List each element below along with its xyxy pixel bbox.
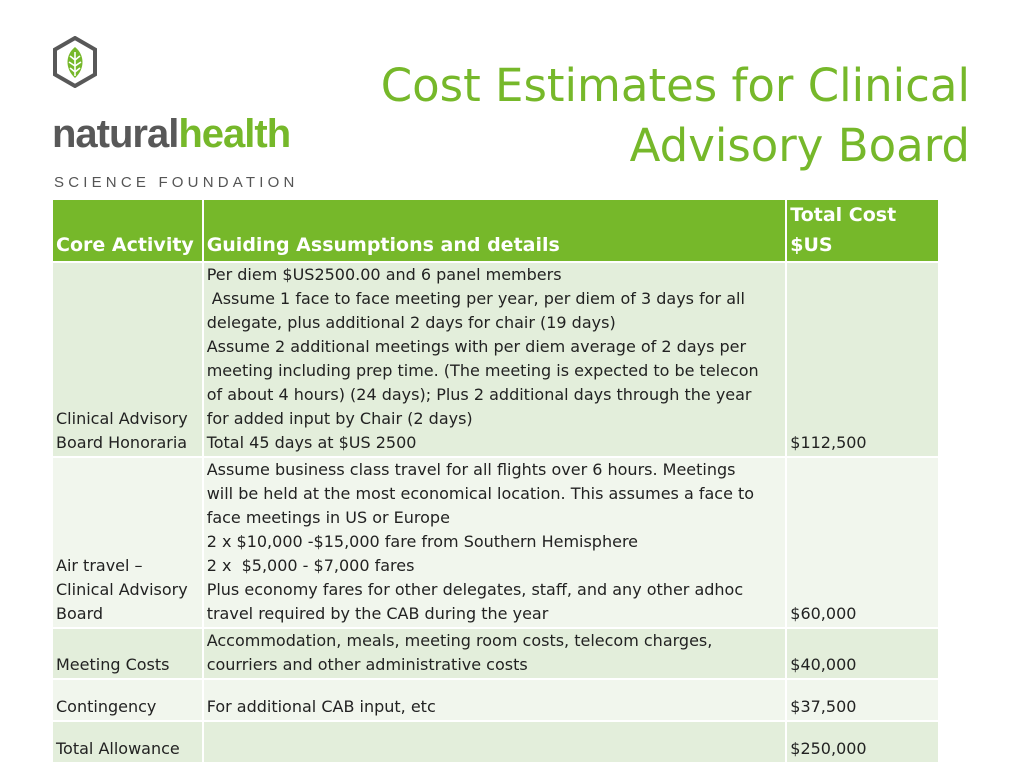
detail-line: will be held at the most economical location. This assumes a face to: [206, 484, 755, 503]
table-row: [52, 679, 939, 721]
cell-core-activity: Contingency: [52, 679, 203, 721]
cell-total-cost: $60,000: [786, 457, 939, 628]
detail-line: delegate, plus additional 2 days for chair (19 days): [206, 313, 616, 332]
table-row: [52, 628, 939, 679]
table-header-row: [52, 199, 939, 262]
logo-wordmark: [52, 114, 290, 154]
detail-line: Total 45 days at $US 2500: [206, 433, 417, 452]
header-guiding-assumptions: Guiding Assumptions and details: [203, 199, 787, 262]
detail-line: Accommodation, meals, meeting room costs, telecom charges,: [206, 631, 713, 650]
cell-core-activity: Air travel – Clinical Advisory Board: [52, 457, 203, 628]
cell-guiding-assumptions: [203, 262, 787, 457]
cell-total-cost: $250,000: [786, 721, 939, 763]
logo-word-health: health: [178, 112, 291, 156]
header-total-cost: Total Cost $US: [786, 199, 939, 262]
detail-line: travel required by the CAB during the year: [206, 604, 549, 623]
page-title-line-2: Advisory Board: [629, 119, 970, 172]
cell-guiding-assumptions: [203, 628, 787, 679]
detail-line: of about 4 hours) (24 days); Plus 2 additional days through the year: [206, 385, 752, 404]
detail-line: face meetings in US or Europe: [206, 508, 450, 527]
cell-core-activity: Clinical Advisory Board Honoraria: [52, 262, 203, 457]
detail-line: For additional CAB input, etc: [206, 697, 436, 716]
page-title-line-1: Cost Estimates for Clinical: [380, 59, 970, 112]
page-title: [350, 56, 970, 176]
cell-total-cost: $37,500: [786, 679, 939, 721]
detail-line: Plus economy fares for other delegates, staff, and any other adhoc: [206, 580, 744, 599]
foundation-logo: [52, 36, 352, 191]
detail-line: for added input by Chair (2 days): [206, 409, 473, 428]
cell-guiding-assumptions: [203, 679, 787, 721]
detail-line: Assume 1 face to face meeting per year, per diem of 3 days for all: [206, 289, 745, 308]
detail-line: meeting including prep time. (The meeting is expected to be telecon: [206, 361, 759, 380]
detail-line: 2 x $10,000 -$15,000 fare from Southern Hemisphere: [206, 532, 639, 551]
cell-total-cost: $40,000: [786, 628, 939, 679]
detail-line: Assume 2 additional meetings with per diem average of 2 days per: [206, 337, 747, 356]
table-body: [52, 262, 939, 763]
logo-subtitle: SCIENCE FOUNDATION: [54, 174, 299, 191]
cell-guiding-assumptions: [203, 721, 787, 763]
detail-line: 2 x $5,000 - $7,000 fares: [206, 556, 415, 575]
cell-total-cost: $112,500: [786, 262, 939, 457]
detail-line: Assume business class travel for all flights over 6 hours. Meetings: [206, 460, 736, 479]
table-row: [52, 457, 939, 628]
detail-line: Per diem $US2500.00 and 6 panel members: [206, 265, 562, 284]
table-row: [52, 262, 939, 457]
cell-guiding-assumptions: [203, 457, 787, 628]
logo-word-natural: natural: [52, 112, 179, 156]
header-core-activity: Core Activity: [52, 199, 203, 262]
cell-core-activity: Total Allowance: [52, 721, 203, 763]
table-row: [52, 721, 939, 763]
detail-line: courriers and other administrative costs: [206, 655, 528, 674]
leaf-hexagon-icon: [52, 36, 98, 88]
cost-table: [51, 198, 940, 764]
cell-core-activity: Meeting Costs: [52, 628, 203, 679]
